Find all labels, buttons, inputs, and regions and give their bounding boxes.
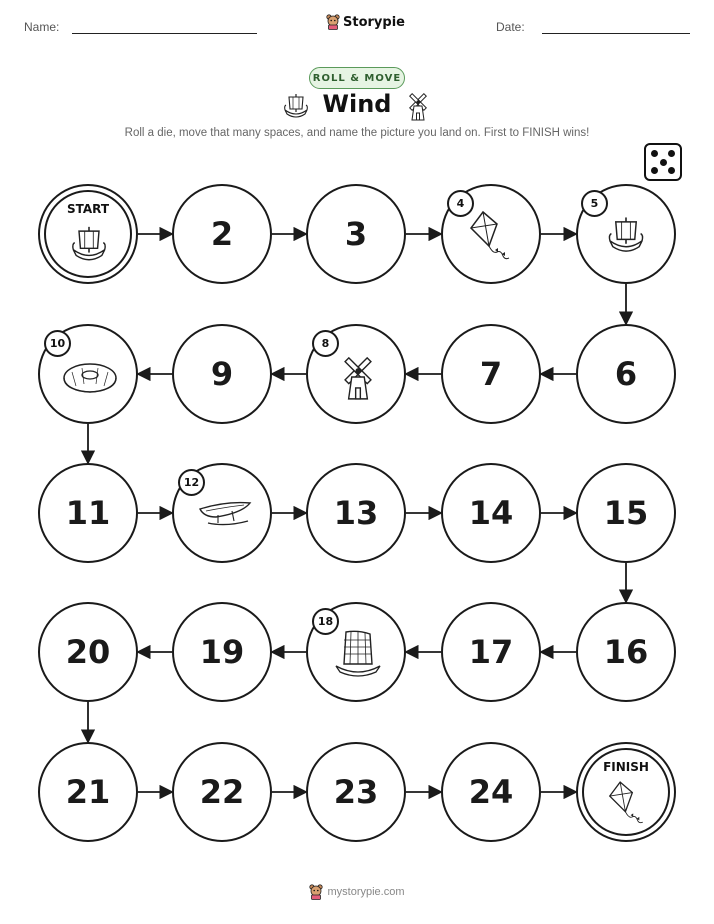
board-space-start	[38, 184, 138, 284]
board-space-24	[441, 742, 541, 842]
finish-label: FINISH	[603, 760, 649, 774]
board-space-16	[576, 602, 676, 702]
name-label: Name:	[24, 20, 60, 34]
windmill-icon	[404, 90, 432, 122]
space-number-badge: 10	[44, 330, 71, 357]
bear-mascot-icon	[326, 14, 340, 30]
board-space-17	[441, 602, 541, 702]
instructions: Roll a die, move that many spaces, and name the picture you land on. First to FINISH wins!	[124, 127, 590, 139]
space-number-badge: 8	[312, 330, 339, 357]
start-label: START	[66, 202, 110, 216]
space-number: 7	[479, 355, 503, 393]
footer-url[interactable]: mystorypie.com	[327, 886, 405, 898]
dice-five-icon	[644, 143, 682, 181]
board-space-23	[306, 742, 406, 842]
space-number: 11	[65, 494, 111, 532]
date-label: Date:	[496, 20, 525, 34]
space-number: 16	[603, 633, 649, 671]
board-space-11	[38, 463, 138, 563]
board-space-finish	[576, 742, 676, 842]
space-number: 22	[199, 773, 245, 811]
board-space-3	[306, 184, 406, 284]
space-number: 13	[333, 494, 379, 532]
board-space-15	[576, 463, 676, 563]
space-number: 14	[468, 494, 514, 532]
board-space-6	[576, 324, 676, 424]
name-field[interactable]	[72, 33, 257, 34]
space-number: 6	[614, 355, 638, 393]
kite-icon	[469, 210, 515, 262]
board-space-2	[172, 184, 272, 284]
space-number: 23	[333, 773, 379, 811]
page-title: Wind	[322, 90, 392, 118]
space-number: 17	[468, 633, 514, 671]
windmill-icon	[336, 352, 380, 402]
game-type-badge: ROLL & MOVE	[309, 67, 405, 89]
board-space-19	[172, 602, 272, 702]
space-number-badge: 5	[581, 190, 608, 217]
space-number: 3	[344, 215, 368, 253]
catamaran-icon	[196, 499, 254, 531]
board-space-7	[441, 324, 541, 424]
viking-ship-icon	[607, 214, 645, 256]
board-space-9	[172, 324, 272, 424]
board-space-14	[441, 463, 541, 563]
board-space-21	[38, 742, 138, 842]
brand-name: Storypie	[343, 14, 405, 30]
space-number-badge: 12	[178, 469, 205, 496]
junk-ship-icon	[334, 628, 382, 680]
viking-ship-icon	[70, 224, 108, 264]
kite-icon	[608, 780, 648, 826]
space-number-badge: 4	[447, 190, 474, 217]
space-number: 2	[210, 215, 234, 253]
life-ring-icon	[62, 360, 118, 396]
bear-mascot-icon	[309, 884, 323, 900]
board-space-20	[38, 602, 138, 702]
space-number: 15	[603, 494, 649, 532]
space-number: 9	[210, 355, 234, 393]
footer	[0, 884, 714, 900]
board-space-22	[172, 742, 272, 842]
space-number: 21	[65, 773, 111, 811]
board-space-13	[306, 463, 406, 563]
space-number: 19	[199, 633, 245, 671]
brand-logo	[326, 14, 405, 30]
space-number-badge: 18	[312, 608, 339, 635]
space-number: 24	[468, 773, 514, 811]
space-number: 20	[65, 633, 111, 671]
date-field[interactable]	[542, 33, 690, 34]
